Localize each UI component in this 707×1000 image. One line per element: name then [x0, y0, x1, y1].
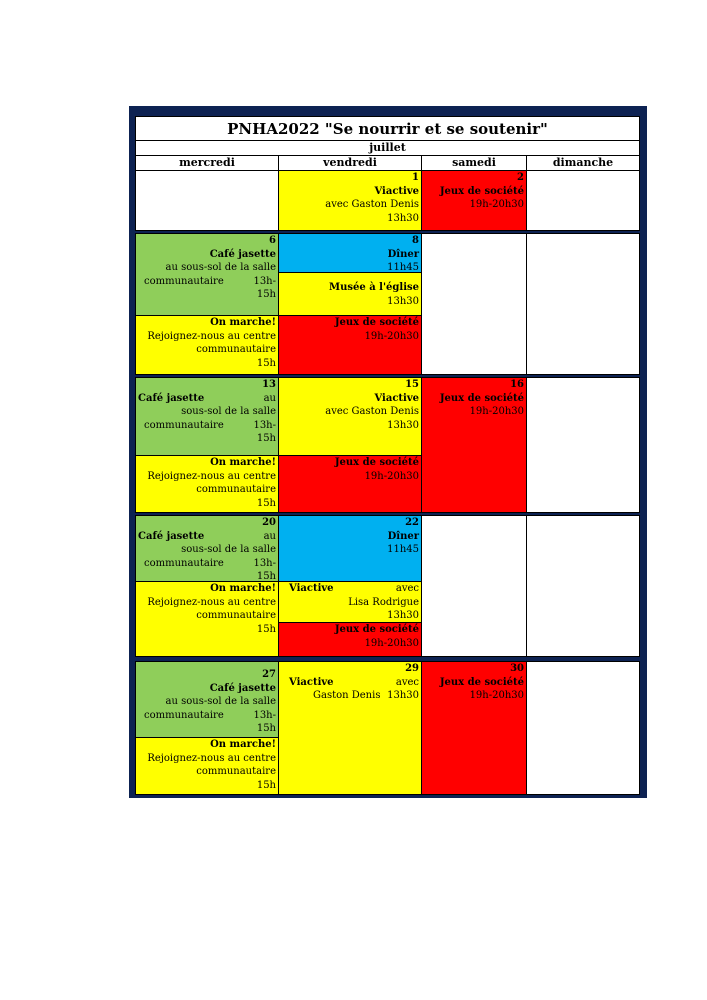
event-detail: avec: [395, 583, 419, 594]
week2-fri-musee[interactable]: [278, 272, 422, 316]
day-number: 29: [405, 663, 419, 674]
week5-sun: [526, 661, 640, 795]
event-time: 15h: [256, 623, 276, 635]
event-title-row: [279, 676, 419, 690]
day-header-mercredi: mercredi: [135, 155, 279, 171]
event-title: Café jasette: [138, 530, 205, 542]
day-number: 22: [405, 517, 419, 528]
event-detail: communautaire: [196, 610, 276, 621]
week2-fri-diner[interactable]: [278, 233, 422, 273]
event-title-row: [279, 582, 419, 596]
event-detail: communautaire: [144, 557, 224, 569]
event-title-row: [136, 392, 276, 406]
event-title: On marche!: [210, 317, 276, 328]
day-number: 1: [412, 172, 419, 183]
week1-sun: [526, 170, 640, 231]
event-title: Dîner: [387, 248, 419, 260]
event-time: 13h-: [253, 709, 276, 721]
event-time: 13h30: [387, 295, 419, 307]
event-time: 19h-20h30: [469, 690, 524, 701]
day-number: 30: [510, 663, 524, 674]
event-detail-row: [136, 709, 276, 723]
event-detail: sous-sol de la salle: [181, 544, 276, 555]
event-detail: Lisa Rodrigue: [348, 596, 419, 608]
day-number: 8: [412, 235, 419, 246]
day-number: 27: [262, 669, 276, 680]
event-detail: au sous-sol de la salle: [165, 696, 276, 707]
event-time: 19h-20h30: [469, 199, 524, 210]
event-detail: communautaire: [144, 275, 224, 287]
event-detail-row: [279, 689, 419, 703]
event-time: 13h30: [387, 690, 419, 701]
day-number: 6: [269, 235, 276, 246]
event-title: Viactive: [374, 185, 419, 197]
event-detail-row: [136, 557, 276, 571]
event-detail: au: [263, 530, 276, 542]
event-title: Café jasette: [209, 248, 276, 260]
event-time: 15h: [256, 433, 276, 444]
calendar-title: PNHA2022 "Se nourrir et se soutenir": [135, 116, 640, 141]
event-title: Dîner: [387, 530, 419, 542]
week1-fri-event[interactable]: [278, 170, 422, 231]
event-time: 15h: [256, 289, 276, 300]
week4-wed-cafe[interactable]: [135, 515, 279, 582]
week2-wed-cafe[interactable]: [135, 233, 279, 316]
event-title: Jeux de société: [334, 457, 419, 468]
event-time: 15h: [256, 723, 276, 734]
day-number: 20: [262, 517, 276, 528]
event-title: Café jasette: [209, 682, 276, 694]
event-time: 15h: [256, 779, 276, 791]
week3-wed-cafe[interactable]: [135, 377, 279, 456]
event-detail: communautaire: [196, 484, 276, 495]
event-detail: Rejoignez-nous au centre: [147, 596, 276, 608]
day-number: 2: [517, 172, 524, 183]
event-detail: communautaire: [144, 709, 224, 721]
week3-sat-jeux[interactable]: [421, 377, 527, 513]
week1-sat-event[interactable]: [421, 170, 527, 231]
week4-sat: [421, 515, 527, 657]
event-detail-row: [136, 275, 276, 289]
event-detail: au sous-sol de la salle: [165, 262, 276, 273]
event-detail: Rejoignez-nous au centre: [147, 330, 276, 342]
event-detail: avec Gaston Denis: [325, 199, 419, 210]
event-time: 13h-: [253, 275, 276, 287]
day-header-dimanche: dimanche: [526, 155, 640, 171]
week3-fri-jeux[interactable]: [278, 455, 422, 513]
event-time: 15h: [256, 571, 276, 582]
week3-wed-walk[interactable]: [135, 455, 279, 513]
week4-fri-diner[interactable]: [278, 515, 422, 582]
week2-sun: [526, 233, 640, 375]
week5-wed-walk[interactable]: [135, 737, 279, 795]
event-time: 19h-20h30: [364, 637, 419, 649]
event-detail: communautaire: [196, 344, 276, 355]
month-label: juillet: [135, 140, 640, 156]
week4-wed-walk[interactable]: [135, 581, 279, 657]
week4-fri-jeux[interactable]: [278, 622, 422, 657]
event-detail: Gaston Denis: [313, 690, 381, 701]
week5-wed-cafe[interactable]: [135, 661, 279, 738]
event-time: 19h-20h30: [469, 406, 524, 417]
event-detail: au: [263, 392, 276, 404]
event-title: Jeux de société: [334, 624, 419, 635]
week3-fri-viactive[interactable]: [278, 377, 422, 456]
week5-fri-viactive[interactable]: [278, 661, 422, 795]
event-title: On marche!: [210, 583, 276, 594]
event-title: On marche!: [210, 457, 276, 468]
week5-sat-jeux[interactable]: [421, 661, 527, 795]
day-number: 16: [510, 379, 524, 390]
event-title: Musée à l'église: [329, 282, 419, 293]
event-detail: communautaire: [196, 766, 276, 777]
event-title: Jeux de société: [439, 185, 524, 197]
day-header-vendredi: vendredi: [278, 155, 422, 171]
day-number: 13: [262, 379, 276, 390]
event-title: Jeux de société: [439, 392, 524, 404]
event-time: 11h45: [387, 262, 419, 273]
week2-fri-jeux[interactable]: [278, 315, 422, 375]
event-detail: Rejoignez-nous au centre: [147, 470, 276, 482]
week3-sun: [526, 377, 640, 513]
event-detail: Rejoignez-nous au centre: [147, 752, 276, 764]
event-title-row: [136, 530, 276, 544]
event-time: 13h-: [253, 557, 276, 569]
event-title: Viactive: [374, 392, 419, 404]
event-time: 15h: [256, 497, 276, 509]
event-title: Viactive: [289, 583, 334, 594]
day-number: 15: [405, 379, 419, 390]
event-detail-row: [136, 419, 276, 433]
day-header-samedi: samedi: [421, 155, 527, 171]
week1-wed: [135, 170, 279, 231]
event-time: 13h-: [253, 419, 276, 431]
event-title: Viactive: [289, 676, 334, 688]
week4-sun: [526, 515, 640, 657]
event-title: Jeux de société: [334, 317, 419, 328]
event-time: 15h: [256, 357, 276, 369]
event-title: On marche!: [210, 739, 276, 750]
event-time: 13h30: [387, 212, 419, 224]
event-time: 11h45: [387, 544, 419, 555]
event-time: 19h-20h30: [364, 330, 419, 342]
event-detail: sous-sol de la salle: [181, 406, 276, 417]
event-title: Café jasette: [138, 392, 205, 404]
event-time: 13h30: [387, 610, 419, 621]
event-detail: avec Gaston Denis: [325, 406, 419, 417]
event-detail: avec: [395, 676, 419, 688]
event-time: 19h-20h30: [364, 470, 419, 482]
event-detail: communautaire: [144, 419, 224, 431]
event-time: 13h30: [387, 419, 419, 431]
week2-wed-walk[interactable]: [135, 315, 279, 375]
event-title: Jeux de société: [439, 676, 524, 688]
week2-sat: [421, 233, 527, 375]
week4-fri-viactive[interactable]: [278, 581, 422, 623]
